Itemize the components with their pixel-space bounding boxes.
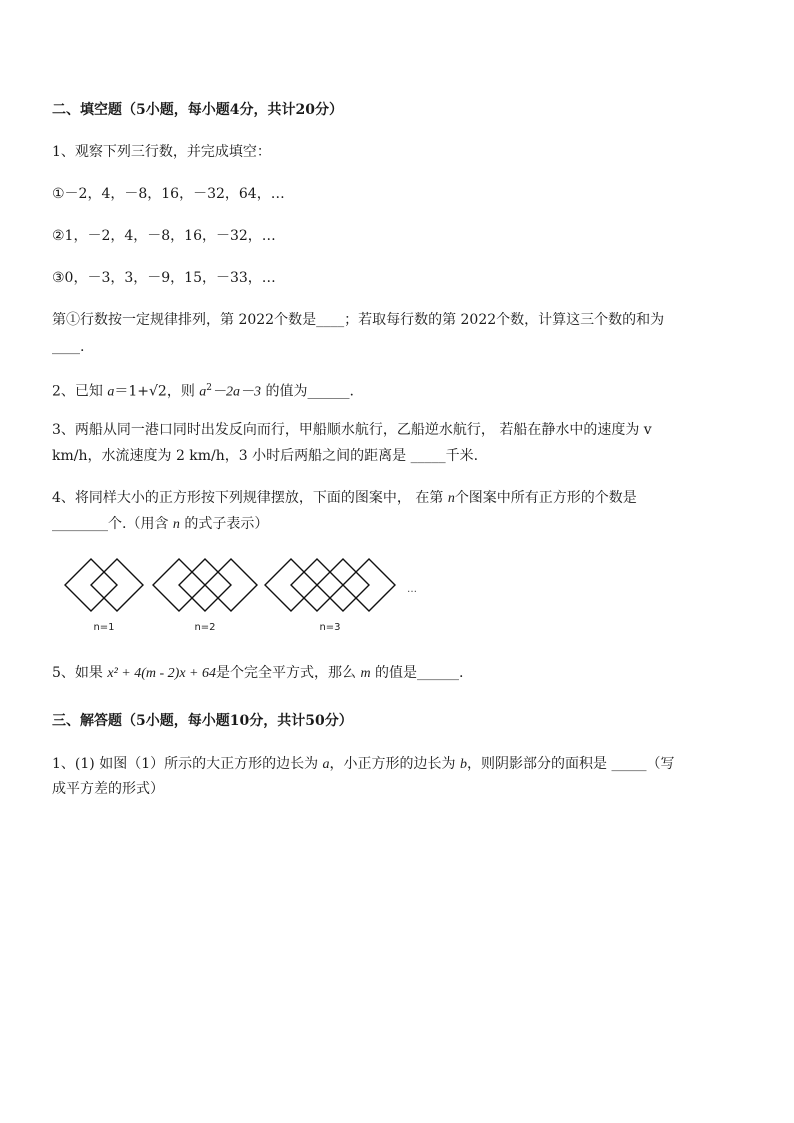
q1-row3: ③0，－3，3，－9，15，－33，… [52, 270, 276, 286]
q5-var: m [360, 666, 371, 681]
q4-line2 [52, 514, 268, 535]
label-n2: n=2 [194, 622, 216, 633]
q5-text [52, 663, 463, 684]
q1-row1: ①－2，4，－8，16，－32，64，… [52, 186, 285, 202]
q2-var-a: a [107, 384, 115, 400]
q4-line1-b: 个图案中所有正方形的个数是 [454, 490, 637, 506]
q2-mid: ，则 [166, 383, 200, 400]
q3-line2: km/h，水流速度为 2 km/h，3 小时后两船之间的距离是 _____千米. [52, 448, 479, 464]
s3q1-line1 [52, 754, 674, 775]
q2-text [52, 378, 354, 403]
q2-prefix: 2、已知 [52, 383, 108, 400]
q4-line1 [52, 488, 637, 509]
q5-suffix: 的值是______. [370, 665, 464, 681]
q5-expr: x² + 4(m - 2)x + 64 [107, 666, 216, 681]
q5-prefix: 5、如果 [52, 665, 108, 681]
q2-expr-rest: －2a－3 [212, 384, 262, 400]
s3q1-b: b [460, 757, 467, 772]
q5-mid: 是个完全平方式，那么 [215, 665, 361, 681]
q1-ask-line1: 第①行数按一定规律排列，第 2022个数是____；若取每行数的第 2022个数，计算这三个数的和为 [52, 312, 665, 328]
q3-line1: 3、两船从同一港口同时出发反向而行，甲船顺水航行，乙船逆水航行， 若船在静水中的速度为 v [52, 422, 652, 438]
q4-line2-a: ________个.（用含 [52, 516, 173, 532]
s3q1-line2: 成平方差的形式） [52, 781, 164, 797]
q4-n1: n [447, 491, 455, 506]
q4-n2: n [172, 517, 180, 532]
q2-suffix: 的值为______. [261, 383, 354, 400]
pattern-n3 [265, 559, 395, 611]
s3q1-line1-c: ，则阴影部分的面积是 _____（写 [467, 756, 675, 772]
q4-line2-b: 的式子表示） [179, 516, 269, 532]
pattern-n1 [65, 559, 143, 611]
label-n3: n=3 [319, 622, 341, 633]
q2-exp: 2 [206, 383, 213, 393]
q2-eq: ＝1+ [114, 383, 149, 400]
q1-stem: 1、观察下列三行数，并完成填空： [52, 144, 271, 160]
q4-line1-a: 4、将同样大小的正方形按下列规律摆放，下面的图案中， 在第 [52, 490, 448, 506]
figure-ellipsis: … [407, 584, 417, 595]
q2-sqrt: √2 [149, 383, 167, 400]
q4-figure [55, 555, 435, 635]
s3q1-a: a [322, 757, 330, 772]
label-n1: n=1 [93, 622, 115, 633]
section3-title: 三、解答题（5小题，每小题10分，共计50分） [52, 713, 353, 729]
section2-title: 二、填空题（5小题，每小题4分，共计20分） [52, 102, 343, 118]
s3q1-line1-a: 1、(1) 如图（1）所示的大正方形的边长为 [52, 756, 323, 772]
pattern-n2 [153, 559, 257, 611]
q2-expr-a: a [199, 384, 207, 400]
q1-row2: ②1，－2，4，－8，16，－32，… [52, 228, 276, 244]
s3q1-line1-b: ，小正方形的边长为 [329, 756, 460, 772]
q1-ask-line2: ____. [52, 339, 85, 355]
